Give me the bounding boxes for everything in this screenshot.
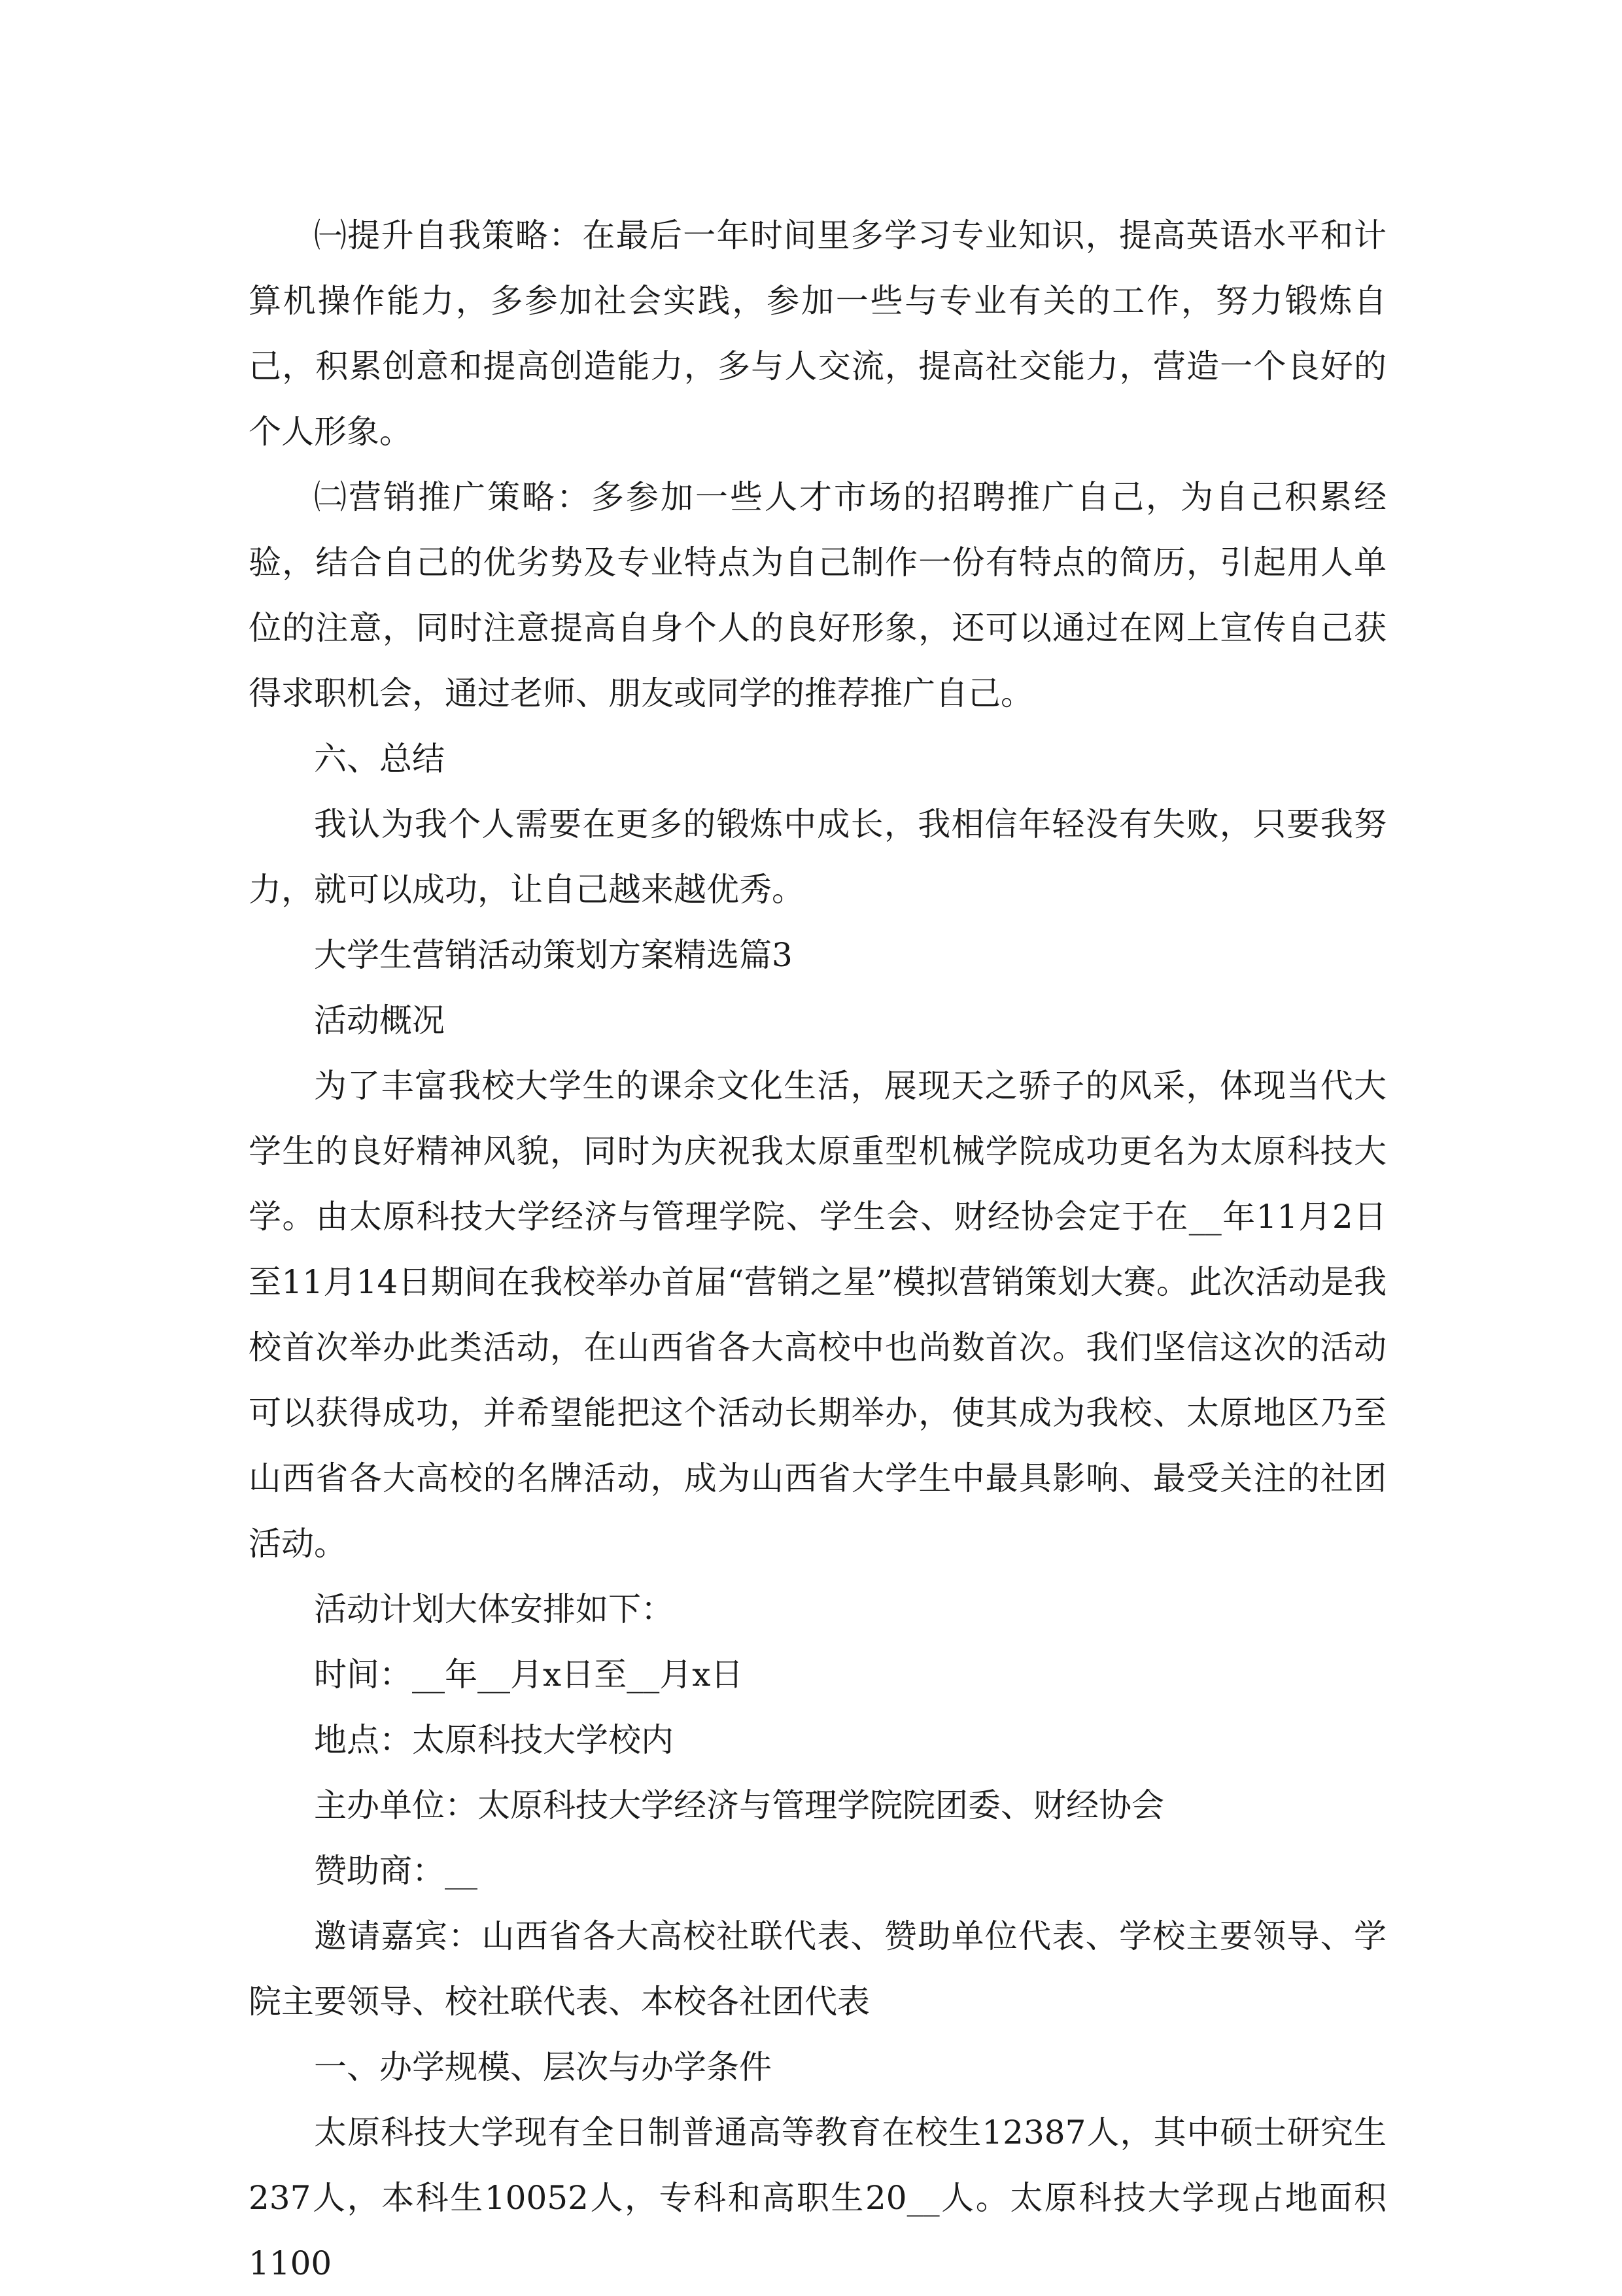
- paragraph-school-scale: 太原科技大学现有全日制普通高等教育在校生12387人，其中硕士研究生237人，本科生10052人，专科和高职生20__人。太原科技大学现占地面积1100: [249, 2113, 1387, 2282]
- heading-article-3: 大学生营销活动策划方案精选篇3: [314, 936, 793, 974]
- paragraph-sponsor: 赞助商：__: [314, 1852, 477, 1890]
- paragraph-guests: 邀请嘉宾：山西省各大高校社联代表、赞助单位代表、学校主要领导、学院主要领导、校社联代表、本校各社团代表: [249, 1917, 1387, 2021]
- paragraph-summary: 我认为我个人需要在更多的锻炼中成长，我相信年轻没有失败，只要我努力，就可以成功，让自己越来越优秀。: [249, 805, 1387, 909]
- paragraph-time: 时间：__年__月x日至__月x日: [314, 1656, 744, 1694]
- heading-summary: 六、总结: [314, 740, 445, 778]
- paragraph-self-improvement-strategy: ㈠提升自我策略：在最后一年时间里多学习专业知识，提高英语水平和计算机操作能力，多参加社会实践，参加一些与专业有关的工作，努力锻炼自己，积累创意和提高创造能力，多与人交流，提高社交能力，营造一个良好的个人形象。: [249, 217, 1387, 451]
- paragraph-activity-overview: 为了丰富我校大学生的课余文化生活，展现天之骄子的风采，体现当代大学生的良好精神风貌，同时为庆祝我太原重型机械学院成功更名为太原科技大学。由太原科技大学经济与管理学院、学生会、财经协会定于在__年11月2日至11月14日期间在我校举办首届“营销之星”模拟营销策划大赛。此次活动是我校首次举办此类活动，在山西省各大高校中也尚数首次。我们坚信这次的活动可以获得成功，并希望能把这个活动长期举办，使其成为我校、太原地区乃至山西省各大高校的名牌活动，成为山西省大学生中最具影响、最受关注的社团活动。: [249, 1067, 1387, 1563]
- paragraph-organizer: 主办单位：太原科技大学经济与管理学院院团委、财经协会: [314, 1786, 1164, 1824]
- document-body: [249, 203, 1387, 2296]
- paragraph-location: 地点：太原科技大学校内: [314, 1721, 674, 1759]
- heading-school-scale: 一、办学规模、层次与办学条件: [314, 2048, 772, 2086]
- paragraph-marketing-strategy: ㈡营销推广策略：多参加一些人才市场的招聘推广自己，为自己积累经验，结合自己的优劣势及专业特点为自己制作一份有特点的简历，引起用人单位的注意，同时注意提高自身个人的良好形象，还可以通过在网上宣传自己获得求职机会，通过老师、朋友或同学的推荐推广自己。: [249, 478, 1387, 712]
- heading-activity-overview: 活动概况: [314, 1001, 445, 1039]
- paragraph-plan-intro: 活动计划大体安排如下：: [314, 1590, 674, 1628]
